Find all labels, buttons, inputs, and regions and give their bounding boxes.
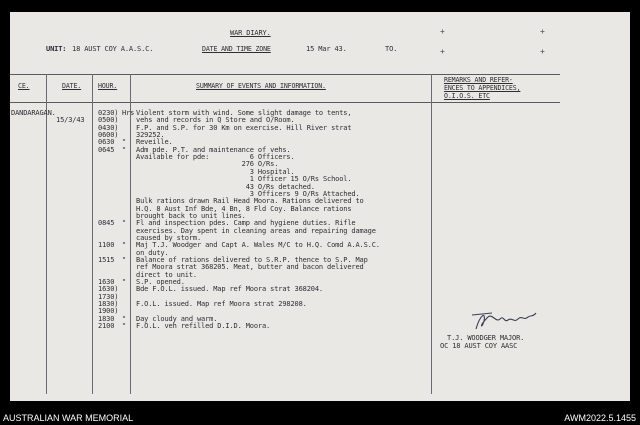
diary-title: WAR DIARY. [230,29,271,37]
entry-text: ref Moora strat 368205. Meat, butter and bacon delivered [136,263,364,272]
entry-hrs-mark: " [122,278,127,287]
entry-hrs-mark: " [122,219,127,228]
archive-footer [0,406,640,425]
entry-hrs-mark: " [122,241,127,250]
entry-hour: 1730) [98,292,119,301]
pencil-mark: + [440,47,445,56]
entry-text: F.O.L. veh refilled D.I.D. Moora. [136,322,271,331]
entry-hrs-mark: " [122,314,127,323]
to-label: TO. [385,45,398,53]
entry-text: Balance of rations delivered to S.R.P. thence to S.P. Map [136,256,368,264]
war-diary-page [10,12,630,401]
entry-text: Bulk rations drawn Rail Head Moora. Rations delivered to [136,197,364,206]
entry-text: H.Q. 8 Aust Inf Bde, 4 Bn, 8 Fld Coy. Balance rations [136,204,352,213]
entry-text: Reveille. [136,138,173,147]
entry-hour: 2100 [98,322,115,331]
pencil-mark: + [440,27,445,36]
col-hour-header: HOUR. [98,82,118,90]
entry-hour: 1100 [98,241,115,250]
entry-text: F.P. and S.P. for 30 Km on exercise. Hill River strat [136,123,352,132]
entry-text: Fl and inspection pdes. Camp and hygiene duties. Rifle [136,219,356,228]
entry-hour: 0600) [98,131,119,140]
entry-hour: 0630 [98,138,115,147]
entry-text: 1 Officer 15 O/Rs School. [136,175,352,184]
entry-hrs-mark: " [122,256,127,264]
entry-text: Violent storm with wind. Some slight damage to tents, [136,109,352,117]
entry-text: 43 O/Rs detached. [136,182,315,191]
entry-text: Available for pde: 6 Officers. [136,153,295,162]
entry-text: 329252. [136,131,165,140]
signatory-title: OC 18 AUST COY AASC [440,342,518,350]
entry-hour: 1515 [98,256,115,264]
entry-hour: 0645 [98,145,115,154]
archive-reference: AWM2022.5.1455 [564,413,636,423]
entry-date: 15/3/43 [56,116,85,124]
column-divider [92,74,93,394]
entry-hour: 1900) [98,307,119,316]
column-divider [130,74,131,394]
signatory-name: T.J. WOODGER MAJOR. [447,334,525,342]
col-refs-header-2: ENCES TO APPENDICES, [444,84,521,92]
entry-text: brought back to unit lines. [136,211,246,220]
archive-name: AUSTRALIAN WAR MEMORIAL [3,413,134,423]
entry-hour: 1630) [98,285,119,294]
entry-hour: 1830 [98,314,115,323]
entry-text: Maj T.J. Woodger and Capt A. Wales M/C to H.Q. Comd A.A.S.C. [136,241,380,250]
entry-text: vehs and records in Q Store and O/Room. [136,116,295,125]
column-divider [431,74,432,394]
col-summary-header: SUMMARY OF EVENTS AND INFORMATION. [196,82,326,90]
date-zone-label: DATE AND TIME ZONE [202,45,271,53]
entry-text: Bde F.O.L. issued. Map ref Moora strat 368204. [136,285,323,294]
entry-text: F.O.L. issued. Map ref Moora strat 298208. [136,300,307,309]
entry-hrs-mark: " [122,138,127,147]
col-date-header: DATE. [62,82,82,90]
date-value: 15 Mar 43. [306,45,347,53]
place-name: DANDARAGAN. [11,109,56,117]
entry-hour: 1830) [98,300,119,309]
unit-value: 18 AUST COY A.A.S.C. [72,45,154,53]
entry-hour: 0230) [98,109,119,117]
entry-text: exercises. Day spent in cleaning areas and repairing damage [136,226,376,235]
entry-text: caused by storm. [136,233,202,242]
entry-hrs-mark: " [122,322,127,331]
col-refs-header-1: REMARKS AND REFER- [444,76,513,84]
entry-text: direct to unit. [136,270,197,279]
column-divider [46,74,47,394]
entry-hour: 1630 [98,278,115,287]
entry-hrs-mark: Hrs [122,109,135,117]
entry-text: 3 Officers 9 O/Rs Attached. [136,189,360,198]
col-refs-header-3: O.I.O.S. ETC [444,92,490,100]
handwritten-signature [470,307,540,335]
entry-hour: 0500) [98,116,119,125]
entry-hrs-mark: " [122,145,127,154]
entry-text: Day cloudy and warm. [136,314,218,323]
entry-hour: 0430) [98,123,119,132]
entry-hour: 0845 [98,219,115,228]
entry-text: 3 Hospital. [136,167,295,176]
entry-text: 276 O/Rs. [136,160,279,169]
col-place-header: CE. [18,82,30,90]
entry-text: Adm pde. P.T. and maintenance of vehs. [136,145,291,154]
pencil-mark: + [540,47,545,56]
entry-text: S.P. opened. [136,278,185,287]
entry-text: on duty. [136,248,169,257]
pencil-mark: + [540,27,545,36]
unit-label: UNIT: [46,45,67,53]
